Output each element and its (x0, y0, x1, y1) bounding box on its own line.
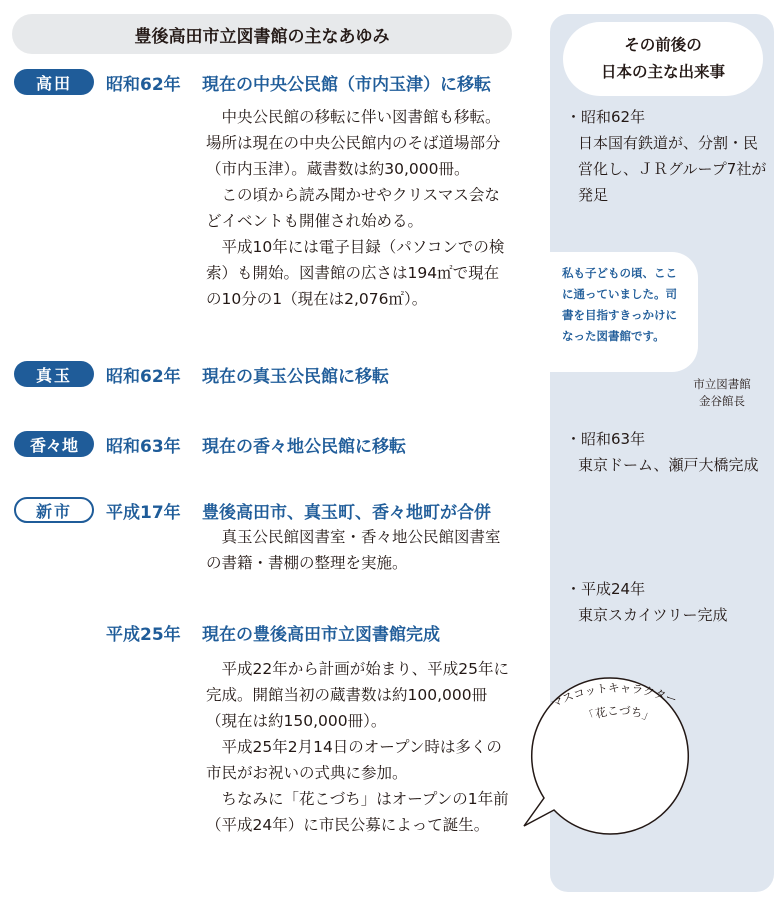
entry-paragraph: この頃から読み聞かせやクリスマス会などイベントも開催され始める。 (206, 186, 500, 230)
mascot-label-line2: 「花こづち」 (581, 703, 657, 725)
entry-paragraph: ちなみに「花こづち」はオープンの1年前（平成24年）に市民公募によって誕生。 (206, 790, 509, 834)
side-header-line: その前後の (624, 36, 702, 54)
quote-author (680, 376, 764, 410)
entry-body (206, 104, 514, 312)
entry-paragraph: 真玉公民館図書室・香々地公民館図書室の書籍・書棚の整理を実施。 (206, 528, 501, 572)
event-text: 日本国有鉄道が、分割・民営化し、ＪＲグループ7社が発足 (578, 134, 767, 204)
entry-body (206, 524, 514, 576)
entry-heading: 現在の豊後高田市立図書館完成 (202, 624, 440, 645)
event-text: 東京ドーム、瀬戸大橋完成 (578, 456, 759, 474)
quote-author-line: 金谷館長 (699, 394, 745, 408)
entry-heading: 現在の真玉公民館に移転 (202, 366, 389, 387)
japan-event (566, 576, 768, 628)
entry-heading: 現在の香々地公民館に移転 (202, 436, 406, 457)
area-badge: 新市 (14, 497, 94, 523)
entry-year: 平成25年 (106, 624, 181, 645)
japan-event (566, 104, 768, 208)
area-badge: 真玉 (14, 361, 94, 387)
timeline-entry-kakaji (14, 430, 406, 458)
event-text: 東京スカイツリー完成 (578, 606, 728, 624)
entry-heading: 豊後高田市、真玉町、香々地町が合併 (202, 502, 491, 523)
entry-heading: 現在の中央公民館（市内玉津）に移転 (202, 74, 491, 95)
quote-author-line: 市立図書館 (693, 377, 751, 391)
japan-event (566, 426, 768, 478)
event-year: ・平成24年 (566, 580, 646, 598)
area-badge: 香々地 (14, 431, 94, 457)
event-year: ・昭和63年 (566, 430, 646, 448)
entry-paragraph: 平成10年には電子目録（パソコンでの検索）も開始。図書館の広さは194㎡で現在の10分の1（現在は2,076㎡）。 (206, 238, 505, 308)
entry-year: 昭和62年 (106, 74, 181, 95)
mascot-label-line1: マスコットキャラクター (548, 680, 680, 711)
director-quote: 私も子どもの頃、ここに通っていました。司書を目指すきっかけになった図書館です。 (562, 266, 677, 343)
timeline-entry-matama (14, 360, 389, 388)
timeline-entry-takada (14, 68, 491, 96)
mascot-bubble (510, 670, 710, 860)
event-year: ・昭和62年 (566, 108, 646, 126)
area-badge: 高田 (14, 69, 94, 95)
timeline-entry-new-library (14, 618, 440, 646)
entry-body (206, 656, 514, 838)
side-header-line: 日本の主な出来事 (600, 63, 725, 81)
side-panel-header (563, 22, 763, 96)
entry-paragraph: 中央公民館の移転に伴い図書館も移転。場所は現在の中央公民館内のそば道場部分（市内玉津）。蔵書数は約30,000冊。 (206, 108, 501, 178)
timeline-entry-shinshi (14, 496, 491, 524)
entry-paragraph: 平成22年から計画が始まり、平成25年に完成。開館当初の蔵書数は約100,000冊（現在は約150,000冊）。 (206, 660, 509, 730)
entry-year: 昭和62年 (106, 366, 181, 387)
entry-year: 平成17年 (106, 502, 181, 523)
entry-year: 昭和63年 (106, 436, 181, 457)
entry-paragraph: 平成25年2月14日のオープン時は多くの市民がお祝いの式典に参加。 (206, 738, 502, 782)
page-title: 豊後高田市立図書館の主なあゆみ (12, 14, 512, 54)
